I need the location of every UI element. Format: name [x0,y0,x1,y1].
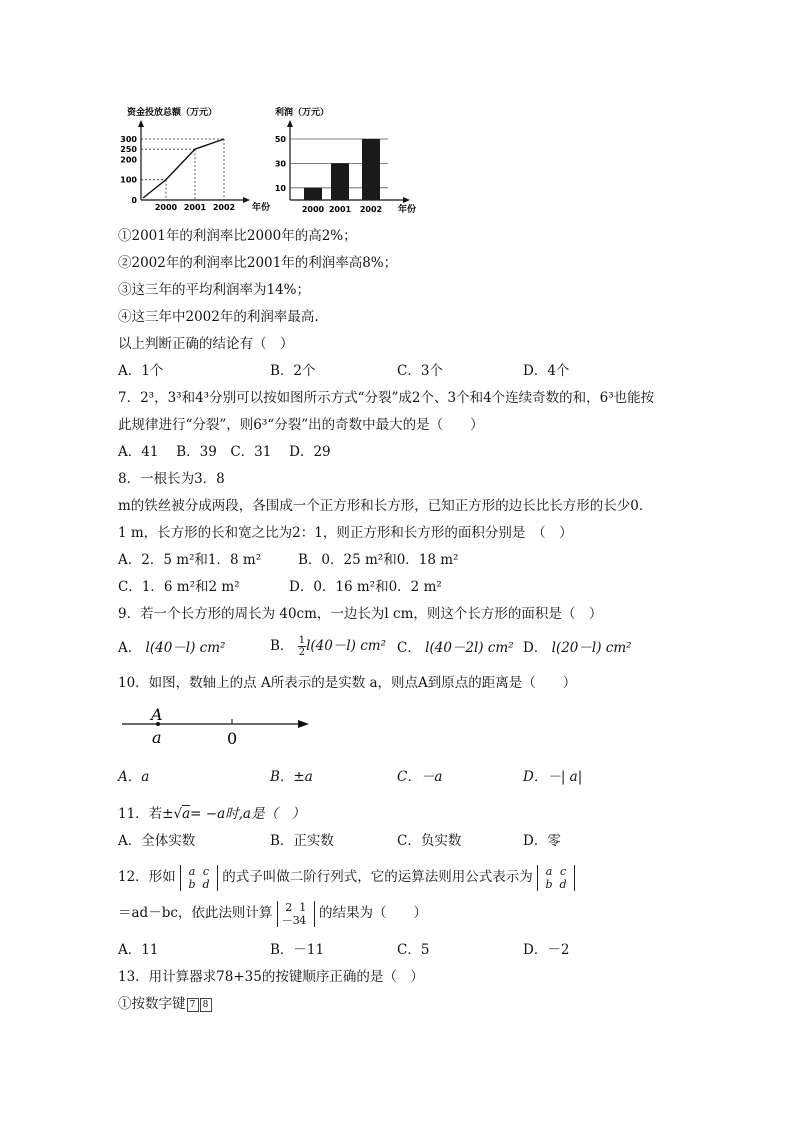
left-chart-xlabel: 年份 [252,203,271,213]
left-ytick-label: 200 [120,155,137,165]
q6-option-a[interactable]: A．1个 [118,363,164,379]
left-x-arrow [243,197,250,203]
profit-bar-2000 [304,188,322,200]
q6-statement-4: ④这三年中2002年的利润率最高. [118,309,319,325]
q6-statement-1: ①2001年的利润率比2000年的高2%； [118,228,357,244]
q8-option-d[interactable]: D．0．16 m²和0．2 m² [289,579,442,595]
left-ytick-label: 0 [131,196,137,205]
right-y-arrow [287,120,293,127]
q6-statement-2: ②2002年的利润率比2001年的利润率高8%； [118,255,398,271]
right-chart-ylabel: 利润（万元） [275,108,330,118]
left-ytick-label: 250 [120,145,137,155]
q10-option-c[interactable]: C．－a [397,769,443,785]
profit-bar-2002 [362,139,380,200]
right-ytick-label: 30 [274,159,286,169]
right-chart-xlabel: 年份 [398,205,417,215]
q11-option-d[interactable]: D．零 [523,833,561,849]
right-ytick-label: 50 [274,135,286,144]
sqrt-symbol: √ [173,806,183,822]
q8-line-2: m的铁丝被分成两段，各围成一个正方形和长方形，已知正方形的边长比长方形的长少0． [118,498,653,514]
q7-line-2: 此规律进行“分裂”，则6³“分裂”出的奇数中最大的是（ ） [118,417,484,433]
investment-line-chart [120,106,270,213]
q12-option-b[interactable]: B．－11 [270,942,325,958]
profit-bar-2001 [331,163,349,200]
q8-line-3: 1 m，长方形的长和宽之比为2：1，则正方形和长方形的面积分别是 （ ） [118,525,573,541]
right-x-arrow [403,197,410,203]
key-8[interactable]: 8 [200,998,212,1012]
q6-option-b[interactable]: B．2个 [270,363,316,379]
q9-option-d[interactable]: D． l(20－l) cm² [523,640,632,656]
q12-line-2: ＝ad－bc，依此法则计算 2 1 －34 的结果为（ ） [118,900,427,927]
right-ytick-label: 10 [274,183,286,193]
q11-option-b[interactable]: B．正实数 [270,833,334,849]
q12-line-1: 12．形如 a c b d 的式子叫做二阶行列式，它的运算法则用公式表示为 a c b d [118,863,575,891]
q8-option-c[interactable]: C．1．6 m²和2 m² [118,579,240,595]
left-y-arrow [138,120,144,127]
left-ytick-label: 100 [120,175,137,185]
right-xtick-label: 2002 [359,205,383,214]
right-xtick-label: 2000 [301,205,325,214]
one-half-fraction: $\frac{1}{2}$ [298,635,306,658]
q9-option-b[interactable]: B． $\frac{1}{2}l(40-l)$ cm² [270,635,387,658]
q10-option-a[interactable]: A．a [118,769,150,785]
q10-option-b[interactable]: B．±a [270,769,313,785]
q6-stem: 以上判断正确的结论有（ ） [118,336,294,352]
q7-options[interactable]: A．41 B．39 C．31 D．29 [118,444,331,460]
q6-option-c[interactable]: C．3个 [397,363,443,379]
left-chart-ylabel: 资金投放总额（万元） [127,108,218,118]
point-a-label: A [151,705,163,724]
point-a-value: a [152,728,162,747]
left-xtick-label: 2002 [212,203,236,212]
q13-step-1: ①按数字键 7 8 [118,995,212,1013]
determinant-generic-1: a c b d [180,865,218,891]
q9-stem: 9．若一个长方形的周长为 40cm，一边长为l cm，则这个长方形的面积是（ ） [118,606,603,622]
q7-line-1: 7．2³，3³和4³分别可以按如图所示方式“分裂”成2个、3个和4个连续奇数的和，6³也能按 [118,390,655,406]
q8-option-b[interactable]: B．0．25 m²和0．18 m² [298,552,459,568]
profit-bar-chart [274,106,416,215]
q10-stem: 10．如图，数轴上的点 A所表示的是实数 a，则点A到原点的距离是（ ） [118,675,577,691]
q13-stem: 13．用计算器求78+35的按键顺序正确的是（ ） [118,969,424,985]
q12-option-c[interactable]: C．5 [397,942,430,958]
q6-statement-3: ③这三年的平均利润率为14%； [118,282,311,298]
q9-option-a[interactable]: A． l(40－l) cm² [118,640,226,656]
origin-label: 0 [227,729,238,748]
left-xtick-label: 2001 [183,203,207,212]
key-7[interactable]: 7 [187,998,199,1012]
left-ytick-label: 300 [120,135,137,144]
number-line [118,702,318,752]
q11-option-c[interactable]: C．负实数 [397,833,462,849]
number-line-arrow [298,720,309,728]
q10-option-d[interactable]: D．－| a| [523,769,583,785]
q9-option-c[interactable]: C． l(40－2l) cm² [397,640,514,656]
q12-option-d[interactable]: D．－2 [523,942,570,958]
q8-option-a[interactable]: A．2．5 m²和1．8 m² [118,552,262,568]
q9-options [118,635,678,661]
q11-stem: 11．若±√a= −a时,a是（ ） [118,806,305,822]
q12-option-a[interactable]: A．11 [118,942,159,958]
q11-option-a[interactable]: A．全体实数 [118,833,196,849]
q8-line-1: 8．一根长为3．8 [118,471,225,487]
right-xtick-label: 2001 [328,205,352,214]
left-xtick-label: 2000 [154,203,178,212]
determinant-generic-2: a c b d [537,865,575,891]
investment-series-line [143,139,224,198]
q6-option-d[interactable]: D．4个 [523,363,570,379]
determinant-numeric: 2 1 －34 [277,901,315,927]
